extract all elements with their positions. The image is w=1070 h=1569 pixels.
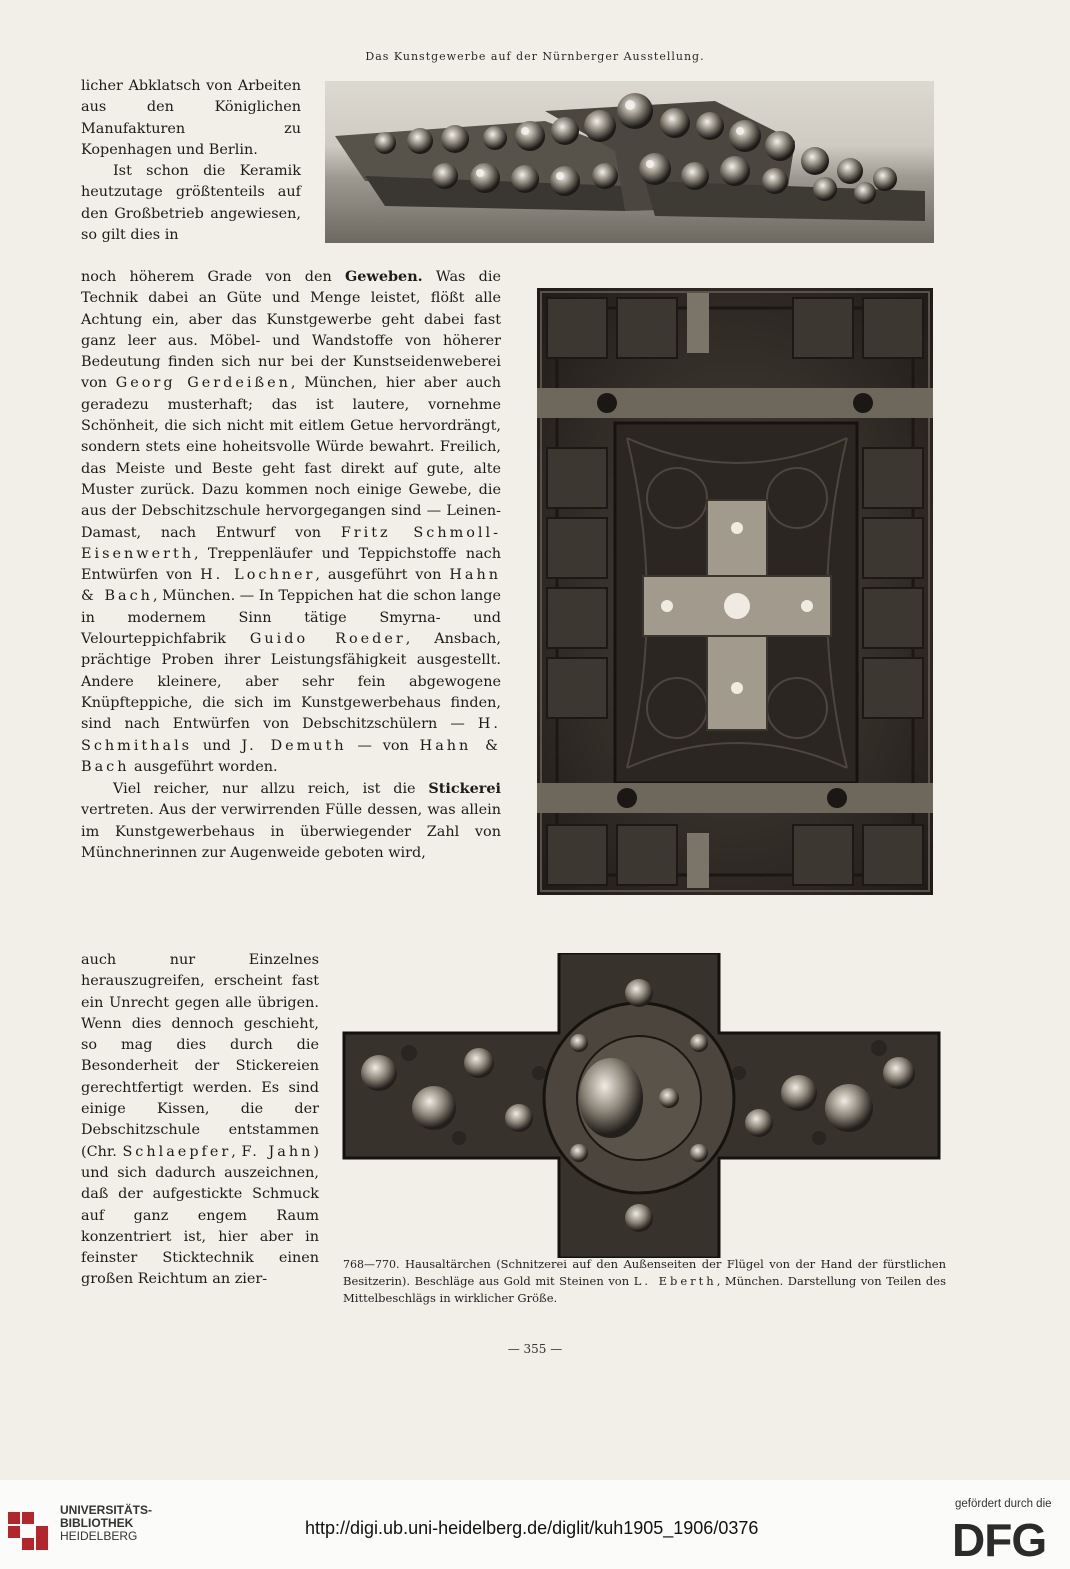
paragraph: licher Abklatsch von Arbeiten aus den Königlichen Manufakturen zu Kopenhagen und Berlin. bbox=[81, 78, 301, 158]
permalink[interactable]: http://digi.ub.uni-heidelberg.de/diglit/kuh1905_1906/0376 bbox=[305, 1518, 759, 1538]
university-library-logo-icon bbox=[8, 1510, 52, 1550]
library-name[interactable]: UNIVERSITÄTS- BIBLIOTHEK HEIDELBERG bbox=[60, 1503, 153, 1543]
photo-jeweled-mounts bbox=[325, 81, 934, 243]
photo-book-cover bbox=[537, 288, 933, 895]
book-cover-illustration bbox=[537, 288, 933, 895]
text-column-top bbox=[81, 76, 301, 246]
running-head: Das Kunstgewerbe auf der Nürnberger Ausstellung. bbox=[365, 50, 705, 63]
jeweled-mounts-illustration bbox=[325, 81, 934, 243]
viewer-footer bbox=[0, 1480, 1070, 1569]
paragraph: noch höherem Grade von den Geweben. Was die Technik dabei an Güte und Menge leistet, flößt alle Achtung ein, aber das Kunstgewerbe geht dabei fast ganz leer aus. Möbel- und Wandstoffe von höherer Bedeutung finden sich nur bei der Kunstseidenweberei von Georg Gerdeißen, München, hier aber auch geradezu musterhaft; das ist lautere, vornehme Schönheit, die sich nicht mit eitlem Getue hervordrängt, sondern stets eine hoheitsvolle Würde bewahrt. Freilich, das Meiste und Beste geht fast direkt auf gute, alte Muster zurück. Dazu kommen noch einige Gewebe, die aus der Debschitzschule hervorgegangen sind — Leinen-Damast, nach Entwurf von Fritz Schmoll-Eisenwerth, Treppenläufer und Teppichstoffe nach Entwürfen von H. Lochner, ausgeführt von Hahn & Bach, München. — In Teppichen hat die schon lange in modernem Sinn tätige Smyrna- und Velourteppichfabrik Guido Roeder, Ansbach, prächtige Proben ihrer Leistungsfähigkeit ausgestellt. Andere kleinere, aber sehr fein abgewogene Knüpfteppiche, die sich im Kunstgewerbehaus finden, sind nach Entwürfen von Debschitzschülern — H. Schmithals und J. Demuth — von Hahn & Bach ausgeführt worden. bbox=[81, 268, 501, 775]
text-column-main bbox=[81, 266, 501, 864]
paragraph: auch nur Einzelnes herauszugreifen, erscheint fast ein Unrecht gegen alle übrigen. Wenn dies dennoch geschieht, so mag dies durch die Besonderheit der Stickereien gerechtfertigt werden. Es sind einige Kissen, die der Debschitzschule entstammen (Chr. Schlaepfer, F. Jahn) und sich dadurch auszeichnen, daß der aufgestickte Schmuck auf ganz engem Raum konzentriert ist, hier aber in feinster Sticktechnik einen großen Reichtum an zier- bbox=[81, 952, 320, 1288]
paragraph: Ist schon die Keramik heutzutage größtenteils auf den Großbetrieb angewiesen, so gilt dies in bbox=[81, 163, 301, 244]
page-number: — 355 — bbox=[507, 1342, 563, 1356]
figure-caption: 768—770. Hausaltärchen (Schnitzerei auf den Außenseiten der Flügel von der Hand der fürstlichen Besitzerin). Beschläge aus Gold mit Steinen von L. Eberth, München. Darstellung von Teilen des Mittelbeschlägs in wirklicher Größe. bbox=[343, 1257, 946, 1305]
text-column-bottom bbox=[81, 950, 319, 1291]
paragraph: Viel reicher, nur allzu reich, ist die Stickerei vertreten. Aus der verwirrenden Fülle dessen, was allein im Kunstgewerbehaus in überwiegender Zahl von Münchnerinnen zur Augenweide geboten wird, bbox=[81, 780, 501, 862]
dfg-logo[interactable]: DFG bbox=[952, 1514, 1047, 1566]
cross-mount-illustration bbox=[339, 953, 946, 1258]
funding-label: gefördert durch die bbox=[955, 1498, 1052, 1510]
photo-cross-mount bbox=[339, 953, 946, 1258]
